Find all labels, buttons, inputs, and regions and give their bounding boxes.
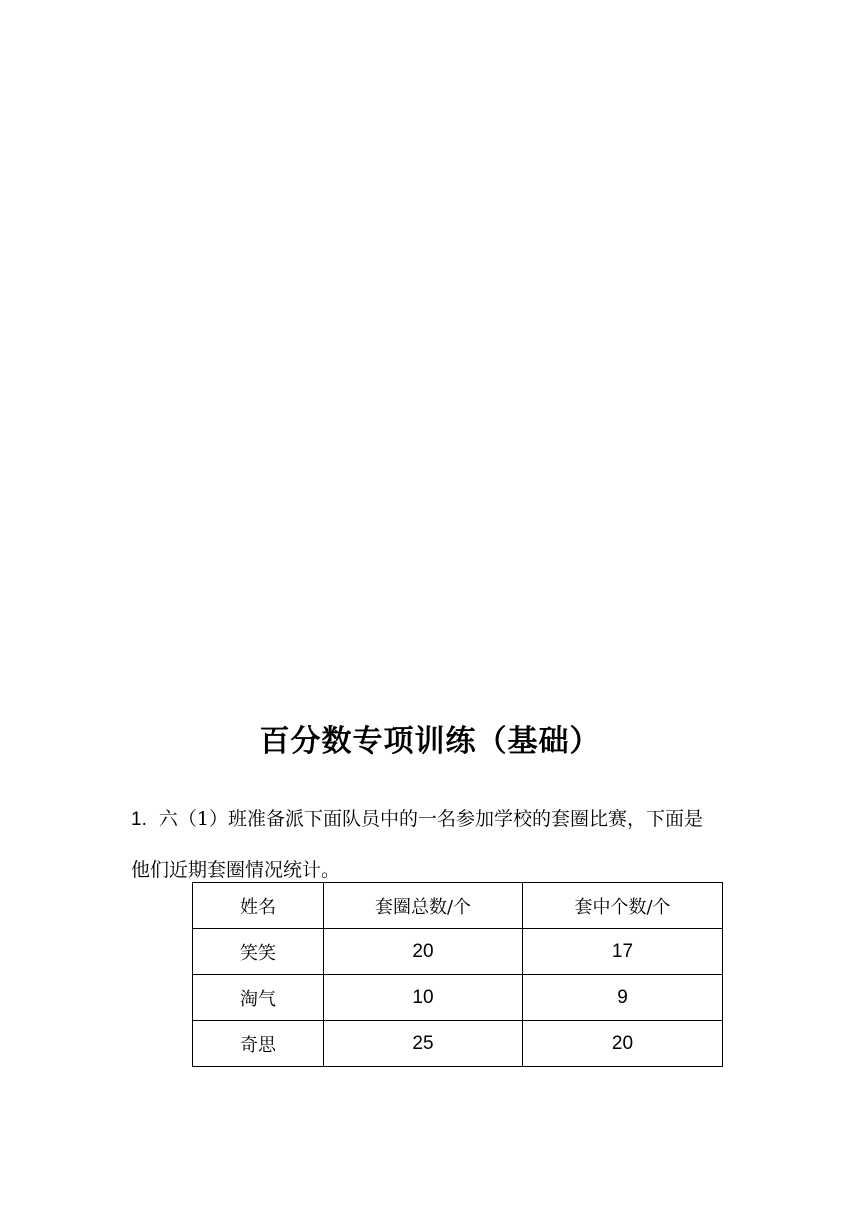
question-number: 1. bbox=[131, 809, 147, 830]
cell-total: 25 bbox=[324, 1021, 523, 1067]
cell-hits: 17 bbox=[523, 929, 723, 975]
table-row bbox=[193, 1021, 723, 1067]
question-1 bbox=[131, 794, 736, 895]
question-line-2: 他们近期套圈情况统计。 bbox=[131, 859, 341, 881]
cell-total: 20 bbox=[324, 929, 523, 975]
cell-hits: 20 bbox=[523, 1021, 723, 1067]
header-hits: 套中个数/个 bbox=[523, 883, 723, 929]
cell-name: 笑笑 bbox=[193, 929, 324, 975]
ring-toss-stats-table bbox=[192, 882, 723, 1067]
cell-name: 淘气 bbox=[193, 975, 324, 1021]
cell-name: 奇思 bbox=[193, 1021, 324, 1067]
cell-total: 10 bbox=[324, 975, 523, 1021]
question-line-1 bbox=[131, 794, 736, 845]
page-title: 百分数专项训练（基础） bbox=[259, 724, 601, 759]
cell-hits: 9 bbox=[523, 975, 723, 1021]
header-total: 套圈总数/个 bbox=[324, 883, 523, 929]
header-name: 姓名 bbox=[193, 883, 324, 929]
table-header-row bbox=[193, 883, 723, 929]
table-row bbox=[193, 975, 723, 1021]
question-text-1: 六（1）班准备派下面队员中的一名参加学校的套圈比赛，下面是 bbox=[158, 808, 703, 830]
table-row bbox=[193, 929, 723, 975]
